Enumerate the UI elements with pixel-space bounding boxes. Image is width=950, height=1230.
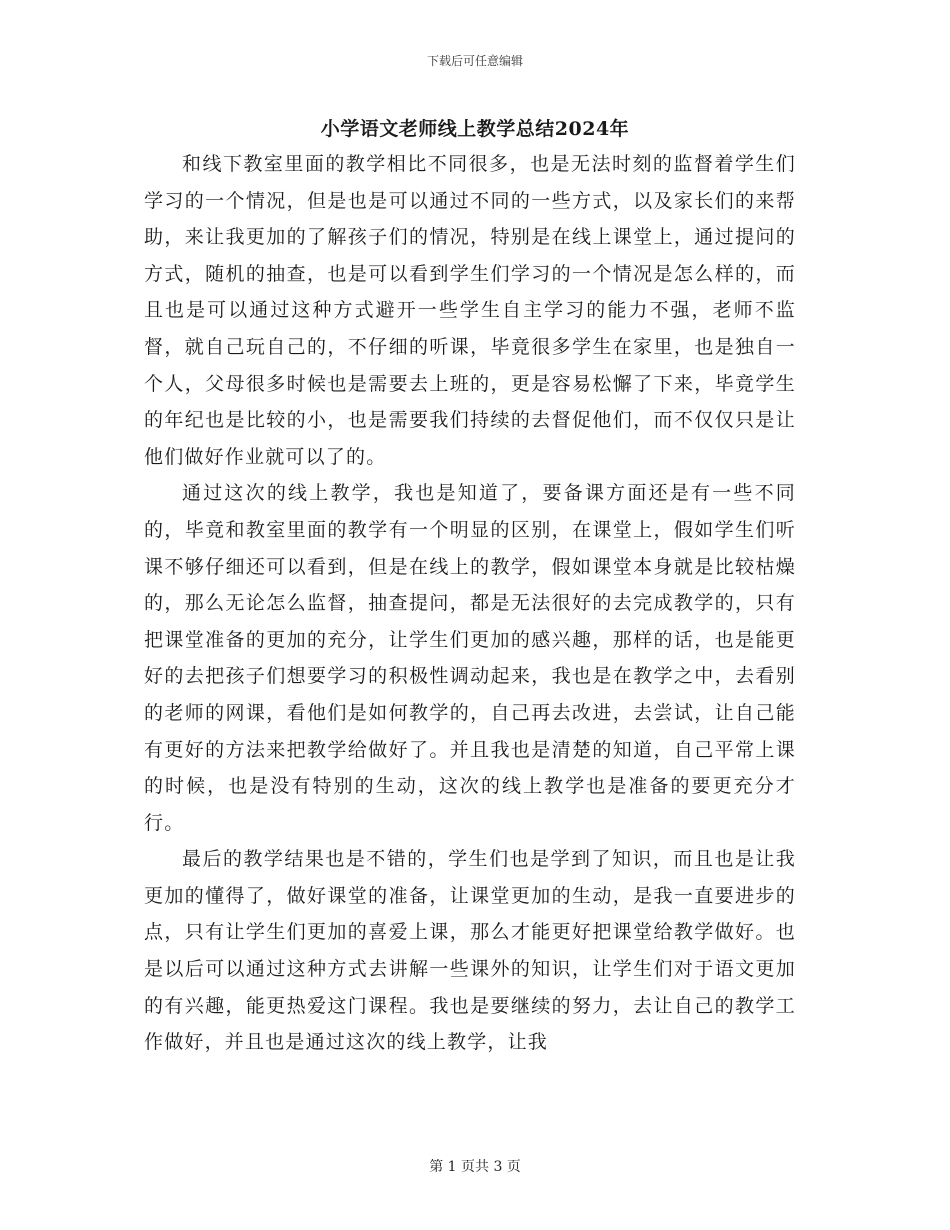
page-number: 第 1 页共 3 页 bbox=[429, 1159, 521, 1175]
document-body bbox=[144, 146, 796, 1061]
paragraph-3: 最后的教学结果也是不错的，学生们也是学到了知识，而且也是让我更加的懂得了，做好课堂的准备，让课堂更加的生动，是我一直要进步的点，只有让学生们更加的喜爱上课，那么才能更好把课堂给教学做好。也是以后可以通过这种方式去讲解一些课外的知识，让学生们对于语文更加的有兴趣，能更热爱这门课程。我也是要继续的努力，去让自己的教学工作做好，并且也是通过这次的线上教学，让我 bbox=[144, 848, 796, 1054]
paragraph-1: 和线下教室里面的教学相比不同很多，也是无法时刻的监督着学生们学习的一个情况，但是也是可以通过不同的一些方式，以及家长们的来帮助，来让我更加的了解孩子们的情况，特别是在线上课堂上，通过提问的方式，随机的抽查，也是可以看到学生们学习的一个情况是怎么样的，而且也是可以通过这种方式避开一些学生自主学习的能力不强，老师不监督，就自己玩自己的，不仔细的听课，毕竟很多学生在家里，也是独自一个人，父母很多时候也是需要去上班的，更是容易松懈了下来，毕竟学生的年纪也是比较的小，也是需要我们持续的去督促他们，而不仅仅只是让他们做好作业就可以了的。 bbox=[144, 153, 796, 468]
header-note: 下载后可任意编辑 bbox=[426, 54, 523, 68]
document-title: 小学语文老师线上教学总结2024年 bbox=[320, 118, 630, 140]
paragraph-2: 通过这次的线上教学，我也是知道了，要备课方面还是有一些不同的，毕竟和教室里面的教学有一个明显的区别，在课堂上，假如学生们听课不够仔细还可以看到，但是在线上的教学，假如课堂本身就是比较枯燥的，那么无论怎么监督，抽查提问，都是无法很好的去完成教学的，只有把课堂准备的更加的充分，让学生们更加的感兴趣，那样的话，也是能更好的去把孩子们想要学习的积极性调动起来，我也是在教学之中，去看别的老师的网课，看他们是如何教学的，自己再去改进，去尝试，让自己能有更好的方法来把教学给做好了。并且我也是清楚的知道，自己平常上课的时候，也是没有特别的生动，这次的线上教学也是准备的要更充分才行。 bbox=[144, 482, 796, 834]
